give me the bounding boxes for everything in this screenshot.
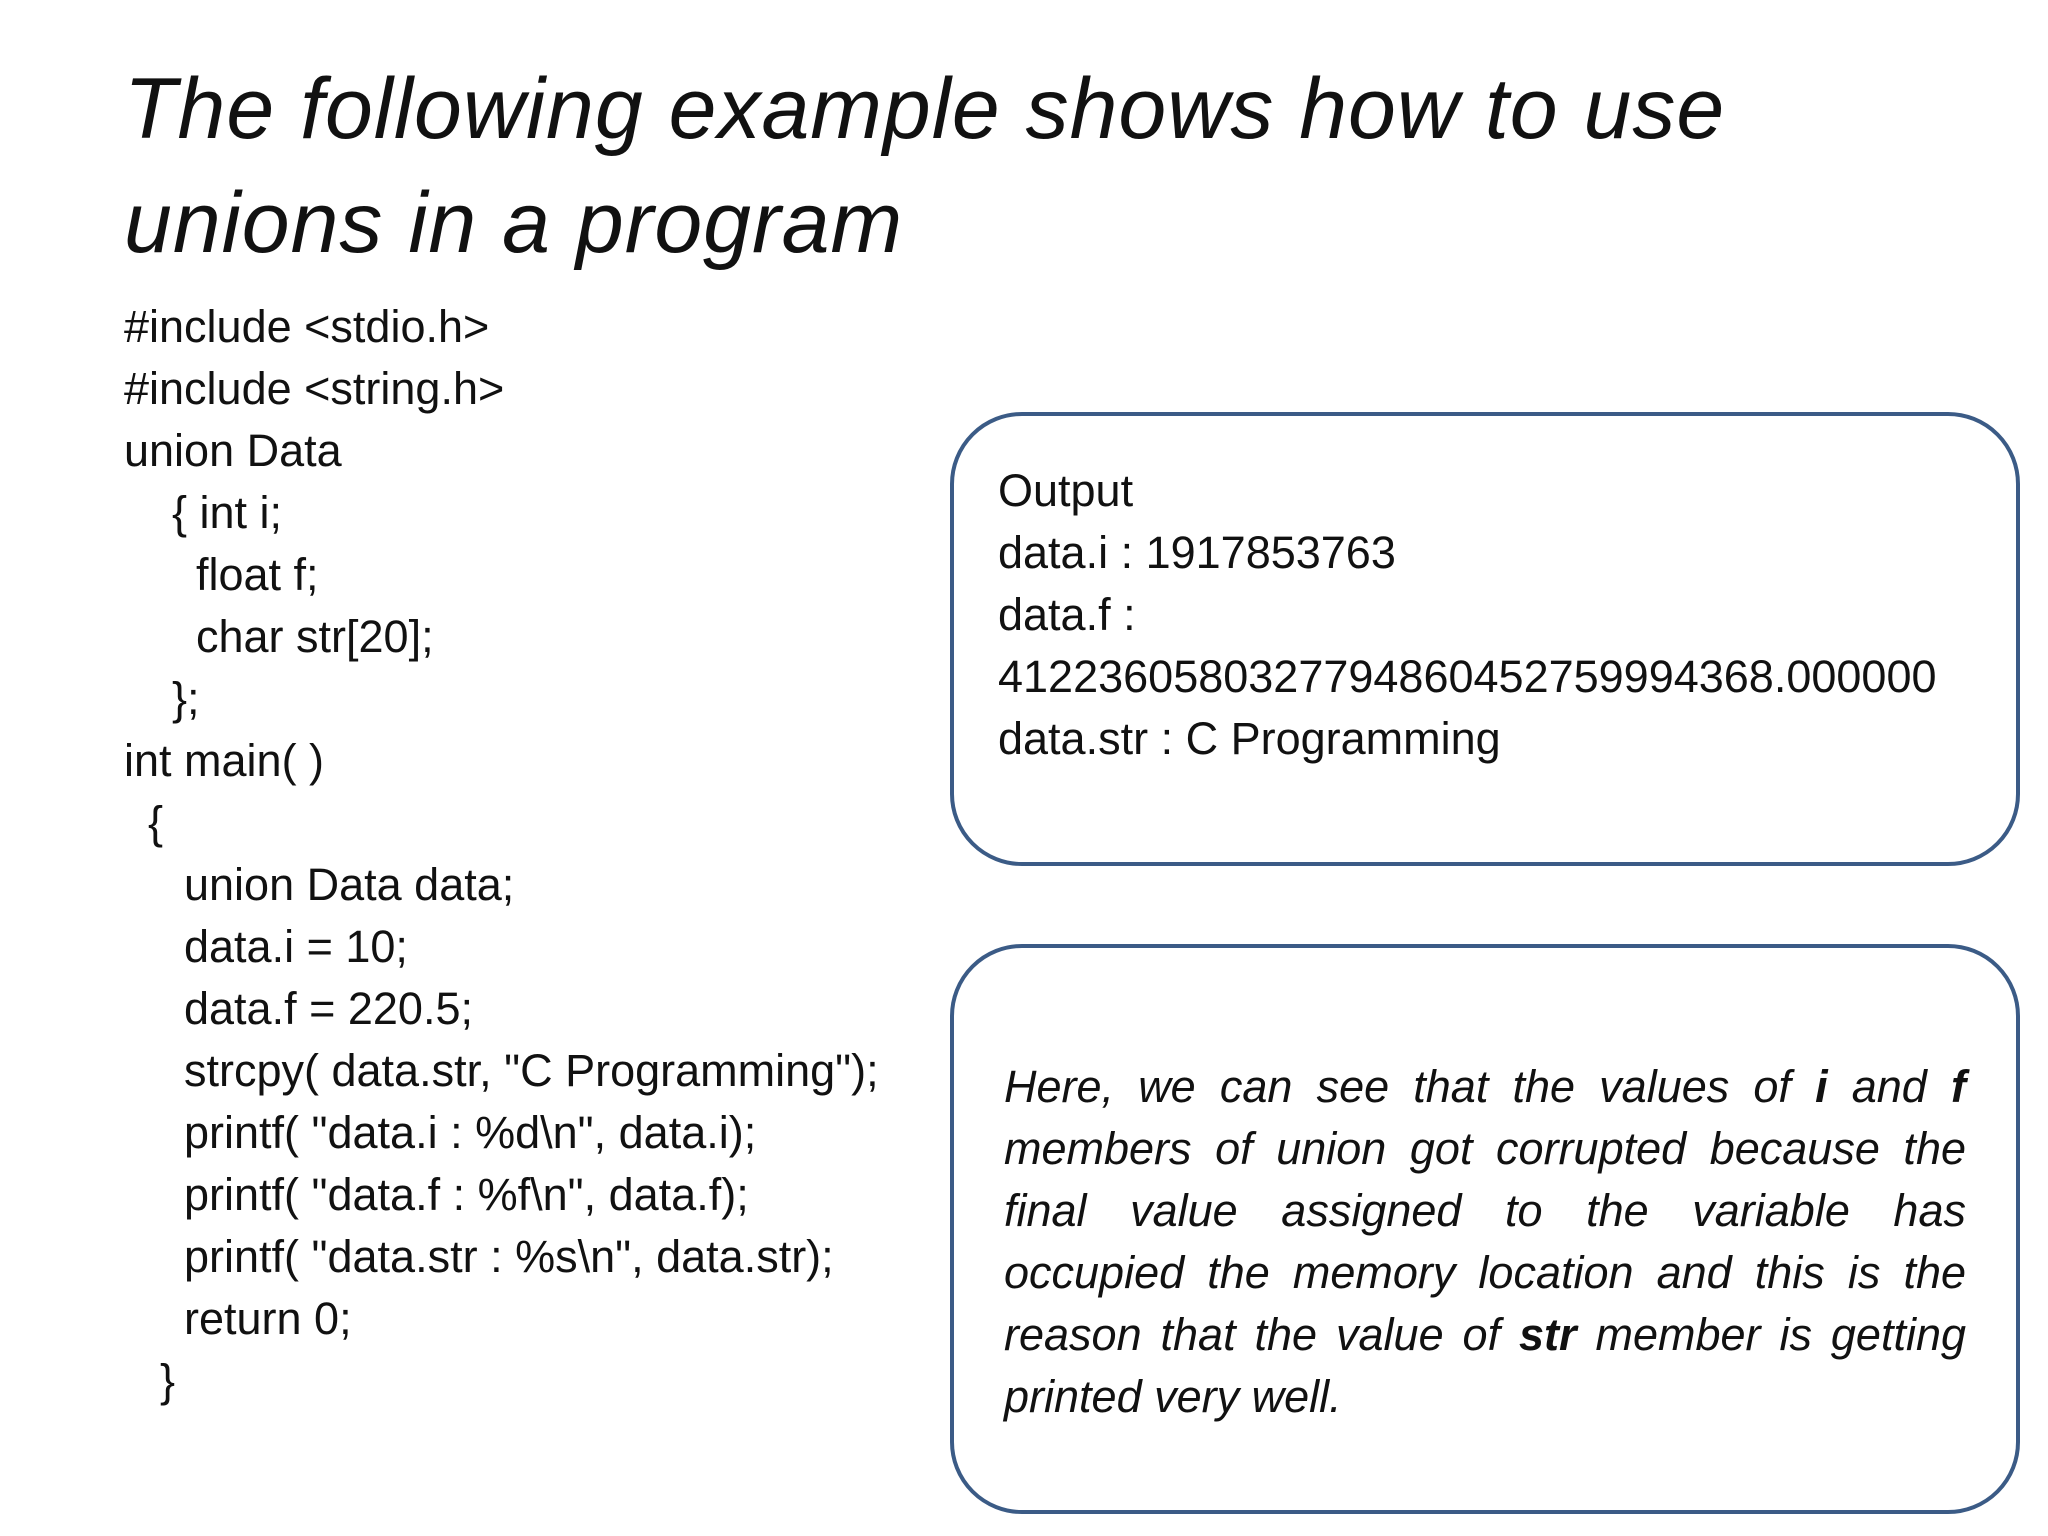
code-line: printf( "data.str : %s\n", data.str); [184,1231,834,1282]
code-line: }; [172,673,200,724]
slide-title: The following example shows how to use unions in a program [124,61,1726,271]
explanation-part: member is getting printed very well. [1004,1309,1967,1422]
output-box [950,412,2020,866]
output-line: data.i : 1917853763 [998,527,1396,578]
code-line: float f; [196,549,319,600]
code-line: #include <stdio.h> [124,301,490,352]
code-line: { [148,797,164,848]
member-i: i [1815,1061,1828,1112]
code-line: data.f = 220.5; [184,983,473,1034]
code-line: printf( "data.i : %d\n", data.i); [184,1107,757,1158]
member-f: f [1951,1061,1966,1112]
explanation-box [950,944,2020,1514]
code-line: data.i = 10; [184,921,408,972]
code-line: int main( ) [124,735,325,786]
code-line: union Data [124,425,342,476]
code-line: #include <string.h> [124,363,505,414]
code-line: union Data data; [184,859,515,910]
output-line: data.str : C Programming [998,713,1501,764]
explanation-part: Here, we can see that the values of [1004,1061,1816,1112]
code-line: char str[20]; [196,611,434,662]
code-line: printf( "data.f : %f\n", data.f); [184,1169,749,1220]
explanation-part: and [1827,1061,1951,1112]
member-str: str [1519,1309,1577,1360]
explanation-text [1004,1056,1966,1428]
code-line: } [160,1355,176,1406]
output-line: 4122360580327794860452759994368.000000 [998,651,1937,702]
output-line: data.f : [998,589,1136,640]
code-block [124,296,924,1412]
code-line: { int i; [172,487,283,538]
code-line: strcpy( data.str, "C Programming"); [184,1045,879,1096]
output-heading: Output [998,465,1134,516]
explanation-part: members of union got corrupted because the final value assigned to the variable has occupied the memory location and this is the reason that the value of [1004,1123,1966,1360]
code-line: return 0; [184,1293,352,1344]
